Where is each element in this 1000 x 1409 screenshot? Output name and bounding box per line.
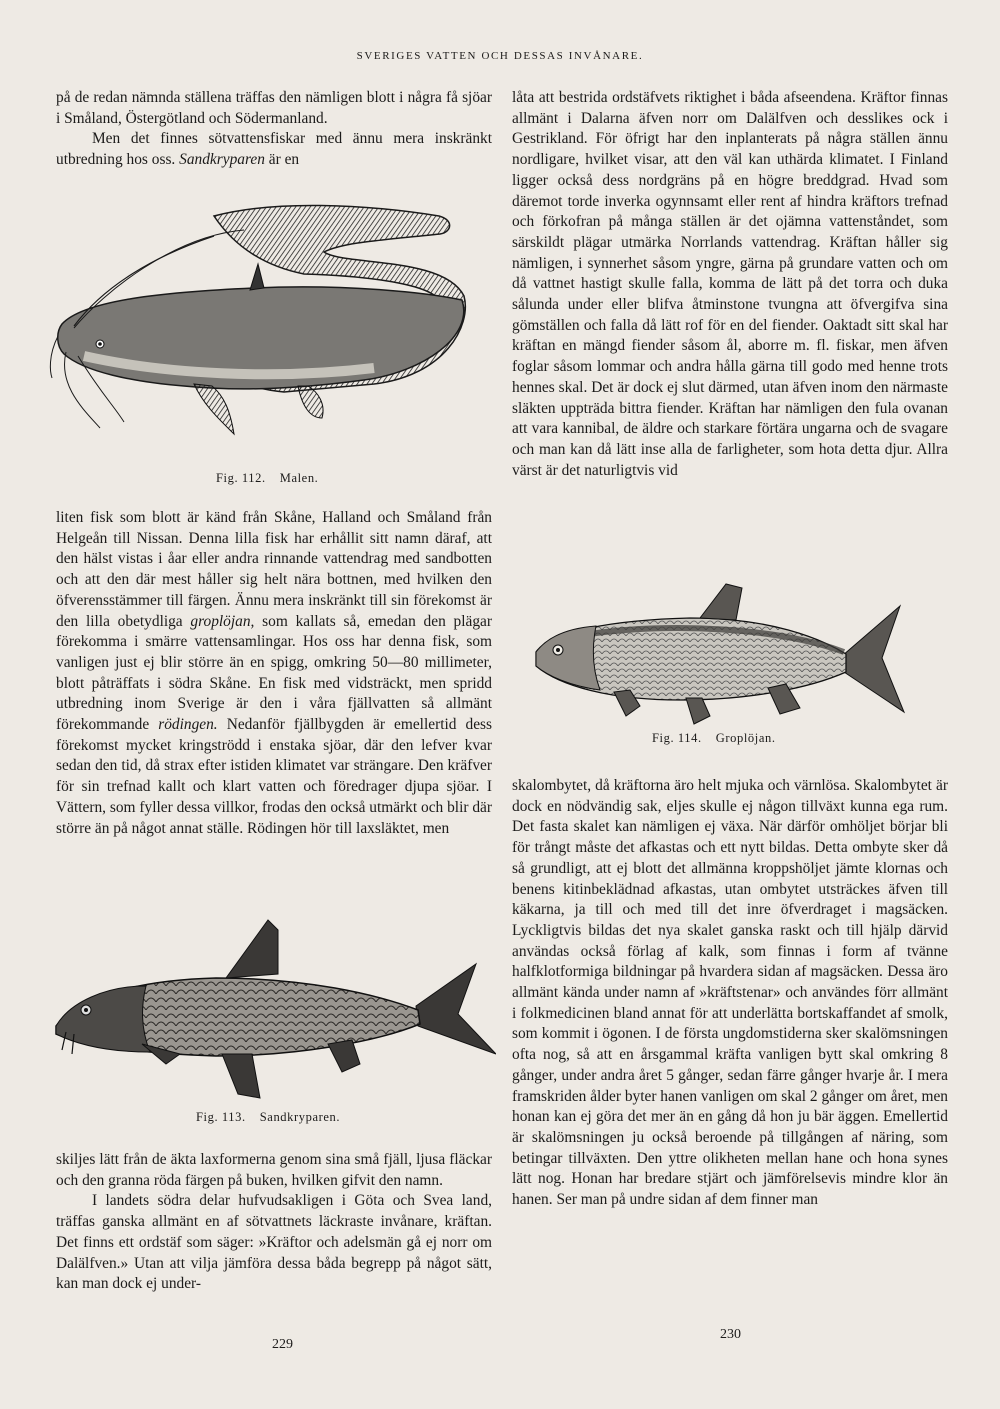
paragraph: låta att bestrida ordstäfvets riktighet i båda afseendena. Kräftor finnas allmänt i Dalarna äfven norr om Dalälfven och desslikes ock i Gestrikland. För öfrigt har den inplanterats på några ställen ännu nordligare, hvilket visar, att den väl kan uthärda klimatet. I Finland ligger också dess nordgräns på en högre breddgrad. Hvad som däremot torde inverka ogynnsamt eller rent af hindra kräftors trefnad och förkofran på många ställen är det ojämna vattenståndet, som särskildt plägar utmärka Norrlands vattendrag. Kräftan håller sig nämligen, i synnerhet såsom yngre, gärna på grundare vatten och om då vattnet hastigt skulle falla, komma de lätt på det torra och duka sålunda under eller blifva åtminstone tvungna att öfvergifva sina gömställen och falla då lätt rof för en del fiender. Oaktadt sitt skal har kräftan en mängd fiender såsom ål, aborre m. fl. fiskar, men äfven foglar såsom lommar och andra hålla gärna till godo med henne trots hennes skal. Det är dock ej slut därmed, utan äfven inom den närmaste släkten uppträda bittra fiender. Kräftan har nämligen den fula ovanan att vara kannibal, de äldre och starkare förtära ungarna och de svagare och man kan då lätt inse alla de farligheter, som hota detta djur. Allra värst är det naturligtvis vid — [512, 89, 948, 479]
figure-caption — [216, 471, 318, 486]
figure-groplojan — [530, 576, 910, 728]
right-column-bottom — [512, 776, 948, 1211]
text-run: som kallats så, emedan den plägar förekomma i smärre vattensamlingar. Hos oss har denna fisk, som vanligen just ej blir större än en spigg, omkring 50—80 millimeter, blott påträffats i södra Skåne. En fisk med vidsträckt, men spridd utbredning inom Sverige är den i våra fjällvatten så allmänt förekommande — [56, 612, 492, 734]
figure-number: Fig. 113. — [196, 1110, 246, 1124]
page-number-right: 230 — [720, 1327, 741, 1342]
figure-malen — [44, 196, 484, 458]
species-name: groplöjan, — [190, 612, 255, 630]
figure-caption — [652, 731, 776, 746]
paragraph: på de redan nämnda ställena träffas den nämligen blott i några få sjöar i Småland, Östergötland och Södermanland. — [56, 89, 492, 127]
running-header: SVERIGES VATTEN OCH DESSAS INVÅNARE. — [356, 50, 644, 62]
species-name: rödingen. — [158, 716, 218, 734]
figure-title: Sandkryparen. — [259, 1110, 341, 1124]
text-run: är en — [264, 151, 300, 169]
species-name: Sandkryparen — [179, 151, 265, 169]
paragraph: skalombytet, då kräftorna äro helt mjuka och värnlösa. Skalombytet är dock en nödvändig sak, eljes skulle ej någon tillväxt kunna ega rum. Det fasta skalet kan nämligen ej växa. När därför omhöljet börjar bli för trångt måste det afkastas och ett nytt bildas. Detta ombyte sker då så grundligt, att ej blott det allmänna kroppshöljet jämte klornas och benens kitinbeklädnad afkastas, utan ombytet utsträckes äfven till käkarna, ja till och med till det inre öfverdraget i magsäcken. Lyckligtvis bildas det nya skalet ganska raskt och till hjälp därvid användas också förlag af kalk, som finnas i form af tvänne halfklotformiga bildningar på hvardera sidan af magsäcken. Dessa äro allmänt kända under namn af »kräftstenar» och användes förr allmänt i folkmedicinen bland annat för att underlätta bortskaffandet af smolk, som kommit i ögonen. I de första ungdomstiderna sker skalömsningen ofta nog, så att en årsgammal kräfta vanligen bytt skal omkring 8 gånger, under andra året 5 gånger, sedan färre gånger hvarje år. I mera framskriden ålder byter hanen vanligen om skal 2 gånger om året, men honan kan ej göra det mer än en gång då hon ju bär äggen. Emellertid är skalömsningen ju också beroende på tillgången af näring, som betingar tillväxten. Den yttre olikheten mellan hane och hona synes lätt nog. Honan har bredare stjärt och jämförelsevis mindre klor än hanen. Ser man på undre sidan af dem finner man — [512, 777, 948, 1209]
left-column-top — [56, 88, 492, 171]
text-run: Men det finnes sötvattensfiskar med ännu mera inskränkt utbredning hos oss. — [56, 130, 492, 169]
figure-number: Fig. 114. — [652, 731, 702, 745]
paragraph: skiljes lätt från de äkta laxformerna genom sina små fjäll, ljusa fläckar och den granna röda färgen på buken, hvilken gifvit den namn. — [56, 1151, 492, 1189]
text-run: Nedanför fjällbygden är emellertid dess förekomst mycket kringströdd i enstaka sjöar, där den lefver kvar sedan den tid, då strax efter istiden klimatet var strängare. Den kräfver för sin trefnad kallt och klart vatten och föredrager djupa sjöar. I Vättern, som fyller dessa villkor, frodas den också utmärkt och blir där större än på något annat ställe. Rödingen hör till laxsläktet, men — [56, 716, 493, 837]
figure-caption — [196, 1110, 340, 1125]
left-column-bottom — [56, 1150, 492, 1295]
text-run: liten fisk som blott är känd från Skåne, Halland och Småland från Helgeån till Nissan. Denna lilla fisk har erhållit sitt namn däraf, att den hälst vistas i åar eller andra rinnande vattendrag med sandbotten och att den där mest håller sig helt nära bottnen, med hvilken den öfverensstämmer till färgen. Ännu mera inskränkt till sin förekomst är den lilla obetydliga — [56, 509, 492, 630]
left-column-middle — [56, 508, 492, 839]
figure-title: Groplöjan. — [715, 731, 776, 745]
right-column-top — [512, 88, 948, 481]
figure-number: Fig. 112. — [216, 471, 266, 485]
groplojan-illustration — [530, 576, 910, 728]
paragraph: I landets södra delar hufvudsakligen i Göta och Svea land, träffas ganska allmänt en af sötvattnets läckraste invånare, kräftan. Det finns ett ordstäf som säger: »Kräftor och adelsmän gå ej norr om Dalälfven.» Utan att vilja jämföra dessa båda begrepp på något sätt, kan man dock ej under- — [56, 1192, 492, 1293]
figure-title: Malen. — [279, 471, 319, 485]
catfish-illustration — [44, 196, 484, 458]
figure-sandkryparen — [46, 914, 496, 1104]
sandkryparen-illustration — [46, 914, 496, 1104]
paragraph — [56, 508, 492, 839]
page-number-left: 229 — [272, 1337, 293, 1352]
paragraph — [56, 129, 492, 170]
